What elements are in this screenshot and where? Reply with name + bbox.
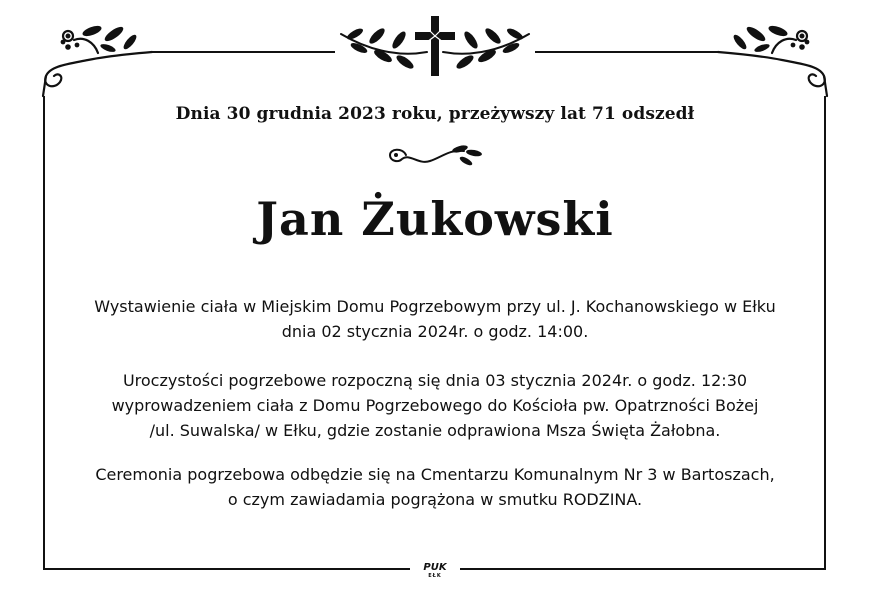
paragraph-line: Uroczystości pogrzebowe rozpoczną się dnia 03 stycznia 2024r. o godz. 12:30 [122, 371, 748, 390]
paragraph-line: wyprowadzeniem ciała z Domu Pogrzebowego do Kościoła pw. Opatrzności Bożej [111, 396, 759, 415]
top-rule-right [535, 51, 718, 53]
viewing-paragraph [55, 294, 815, 344]
corner-flourish-icon [712, 20, 832, 100]
notice-intro: Dnia 30 grudnia 2023 roku, przeżywszy lat 71 odszedł [175, 104, 695, 124]
paragraph-line: Wystawienie ciała w Miejskim Domu Pogrzebowym przy ul. J. Kochanowskiego w Ełku [94, 297, 776, 316]
top-rule-left [152, 51, 335, 53]
logo-sub-text: EŁK [428, 573, 442, 579]
paragraph-line: /ul. Suwalska/ w Ełku, gdzie zostanie odprawiona Msza Święta Żałobna. [149, 421, 721, 440]
ceremony-paragraph [55, 368, 815, 443]
deceased-name: Jan Żukowski [256, 192, 614, 246]
cross-icon [335, 12, 535, 80]
burial-paragraph [55, 462, 815, 512]
logo-main-text: PUK [423, 562, 447, 573]
corner-flourish-icon [38, 20, 158, 100]
paragraph-line: o czym zawiadamia pogrążona w smutku RODZINA. [227, 490, 643, 509]
puk-logo [417, 563, 453, 579]
paragraph-line: dnia 02 stycznia 2024r. o godz. 14:00. [281, 322, 589, 341]
paragraph-line: Ceremonia pogrzebowa odbędzie się na Cmentarzu Komunalnym Nr 3 w Bartoszach, [95, 465, 775, 484]
divider-flourish-icon [384, 143, 488, 173]
